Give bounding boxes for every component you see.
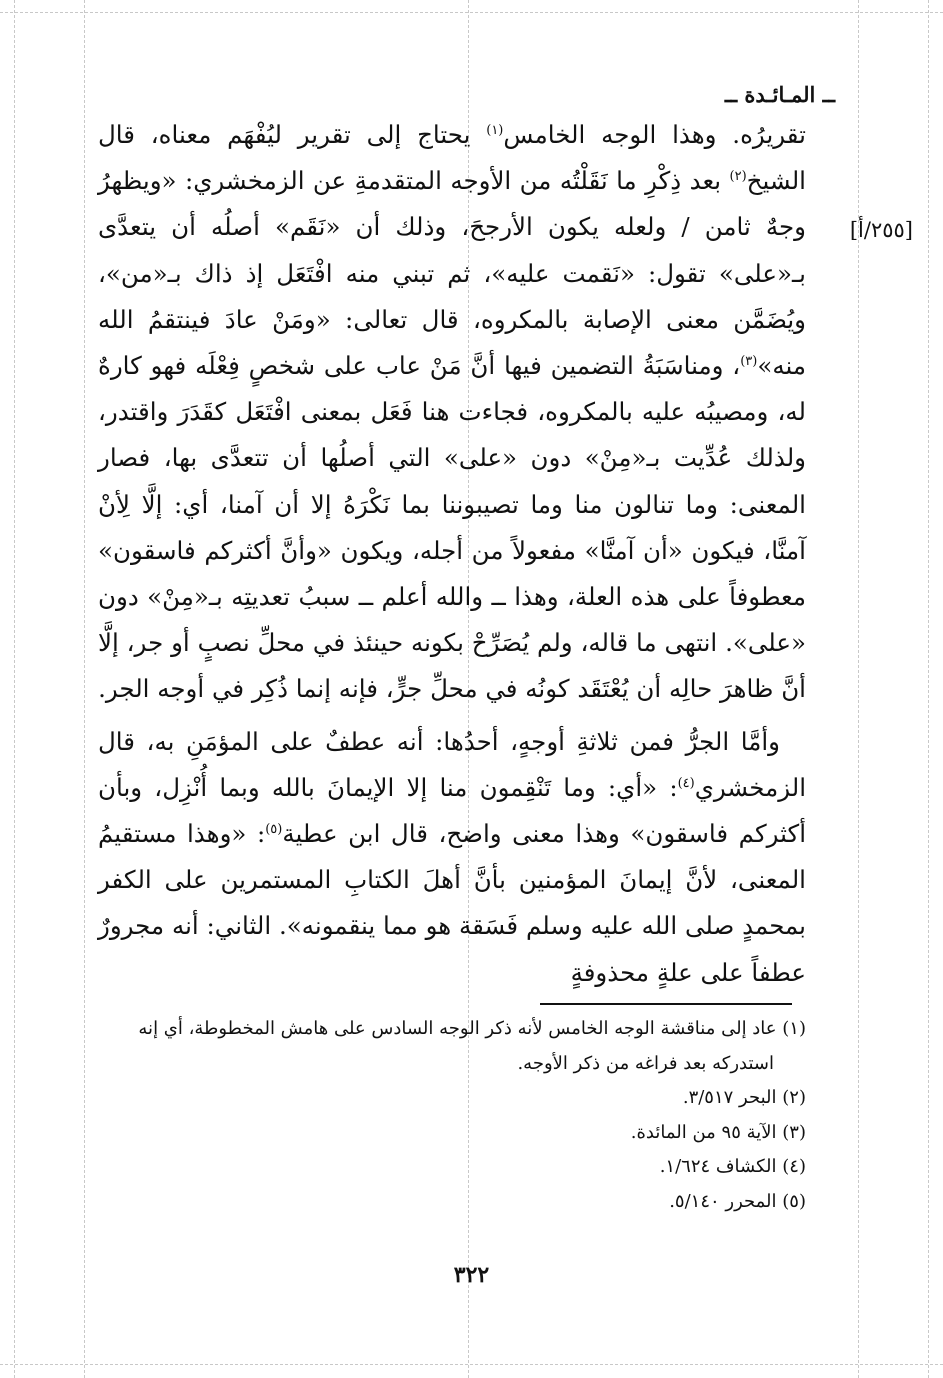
footnote-text: المحرر ٥/١٤٠. bbox=[669, 1190, 777, 1212]
footnote bbox=[98, 1012, 806, 1047]
footnote-separator bbox=[540, 1003, 792, 1005]
footnote-text: الآية ٩٥ من المائدة. bbox=[630, 1121, 777, 1143]
text-run: وأمَّا الجرُّ فمن ثلاثةِ أوجهٍ، أحدُها: أنه عطفٌ على المؤمَنِ به، قال الزمخشري bbox=[98, 726, 806, 802]
text-run: تقريرُه. وهذا الوجه الخامس bbox=[503, 120, 806, 149]
page-number: ٣٢٢ bbox=[453, 1262, 490, 1288]
footnote-continuation: استدركه بعد فراغه من ذكر الأوجه. bbox=[517, 1052, 774, 1074]
footnote-text: عاد إلى مناقشة الوجه الخامس لأنه ذكر الوجه السادس على هامش المخطوطة، أي إنه bbox=[138, 1018, 777, 1039]
footnote-marker: (٥) bbox=[265, 821, 283, 837]
footnote bbox=[98, 1150, 806, 1185]
footnote-text: الكشاف ١/٦٢٤. bbox=[659, 1156, 777, 1177]
scan-guide-line bbox=[14, 0, 15, 1378]
scan-guide-line bbox=[928, 0, 929, 1378]
footnote bbox=[98, 1116, 806, 1151]
paragraph bbox=[98, 112, 806, 713]
footnote-number: (٣) bbox=[782, 1121, 806, 1143]
main-text bbox=[98, 112, 806, 996]
footnote bbox=[98, 1185, 806, 1220]
text-run: ، ومناسَبَةُ التضمين فيها أنَّ مَنْ عاب على شخصٍ فِعْلَه فهو كارهٌ له، ومصيبُه عليه بالمكروه، فجاءت هنا فَعَل بمعنى افْتَعَل كقَدَرَ واقتدر، ولذلك عُدِّيت بـ«مِنْ» دون «على» التي أصلُها أن تتعدَّى بها، فصار المعنى: وما تنالون منا وما تصيبوننا بما نَكْرَهُ إلا أن آمنا، أي: إلَّا لِأنْ آمنَّا، فيكون «أن آمنَّا» مفعولاً من أجله، ويكون «وأنَّ أكثركم فاسقون» معطوفاً على هذه العلة، وهذا ــ والله أعلم ــ سببُ تعديتِه بـ«مِنْ» دون «على». انتهى ما قاله، ولم يُصَرِّحْ بكونه حينئذ في محلِّ نصبٍ أو جر، إلَّا أنَّ ظاهرَ حالِه أن يُعْتَقَد كونُه في محلِّ جرٍّ، فإنه إنما ذُكِر في أوجه الجر. bbox=[98, 351, 806, 704]
footnote-marker: (٢) bbox=[729, 169, 747, 185]
folio-margin-note: [٢٥٥/أ] bbox=[849, 218, 913, 242]
scan-guide-line bbox=[84, 0, 85, 1378]
footnote-number: (٥) bbox=[782, 1190, 806, 1212]
running-header: ــ المـائـدة ــ bbox=[724, 82, 835, 107]
footnote-number: (١) bbox=[782, 1018, 806, 1039]
footnote-marker: (٣) bbox=[740, 353, 758, 369]
text-run: يحتاج إلى تقرير ليُفْهَم معناه، قال الشيخ bbox=[98, 120, 806, 196]
footnotes bbox=[98, 1012, 806, 1219]
paragraph bbox=[98, 719, 806, 996]
footnote-text: البحر ٣/٥١٧. bbox=[682, 1087, 777, 1108]
footnote-number: (٢) bbox=[782, 1087, 806, 1108]
footnote bbox=[98, 1081, 806, 1116]
footnote-number: (٤) bbox=[782, 1156, 806, 1177]
text-run: : «أي: وما تَنْقِمون منا إلا الإيمانَ بالله وبما أُنْزِل، وبأن أكثركم فاسقون» وهذا معنى واضح، قال ابن عطية bbox=[98, 772, 806, 849]
footnote-marker: (٤) bbox=[677, 775, 695, 791]
text-run: بعد ذِكْرِ ما نَقَلْتُه من الأوجه المتقدمةِ عن الزمخشري: «ويظهرُ وجهٌ ثامن / ولعله يكون الأرجحَ، وذلك أن «نَقَم» أصلُه أن يتعدَّى بـ«على» تقول: «نَقمت عليه»، ثم تبني منه افْتَعَل إذ ذاك بـ«من»، ويُضَمَّن معنى الإصابة بالمكروه، قال تعالى: «ومَنْ عادَ فينتقمُ الله منه» bbox=[98, 166, 806, 381]
text-run: : «وهذا مستقيمُ المعنى، لأنَّ إيمانَ المؤمنين بأنَّ أهلَ الكتابِ المستمرين على الكفر بمحمدٍ صلى الله عليه وسلم فَسَقة هو مما ينقمونه». الثاني: أنه مجرورٌ عطفاً على علةٍ محذوفةٍ bbox=[98, 819, 806, 987]
footnote-marker: (١) bbox=[486, 122, 504, 138]
scan-guide-line bbox=[0, 1364, 943, 1365]
scan-guide-line bbox=[858, 0, 859, 1378]
scan-guide-line bbox=[0, 12, 943, 13]
